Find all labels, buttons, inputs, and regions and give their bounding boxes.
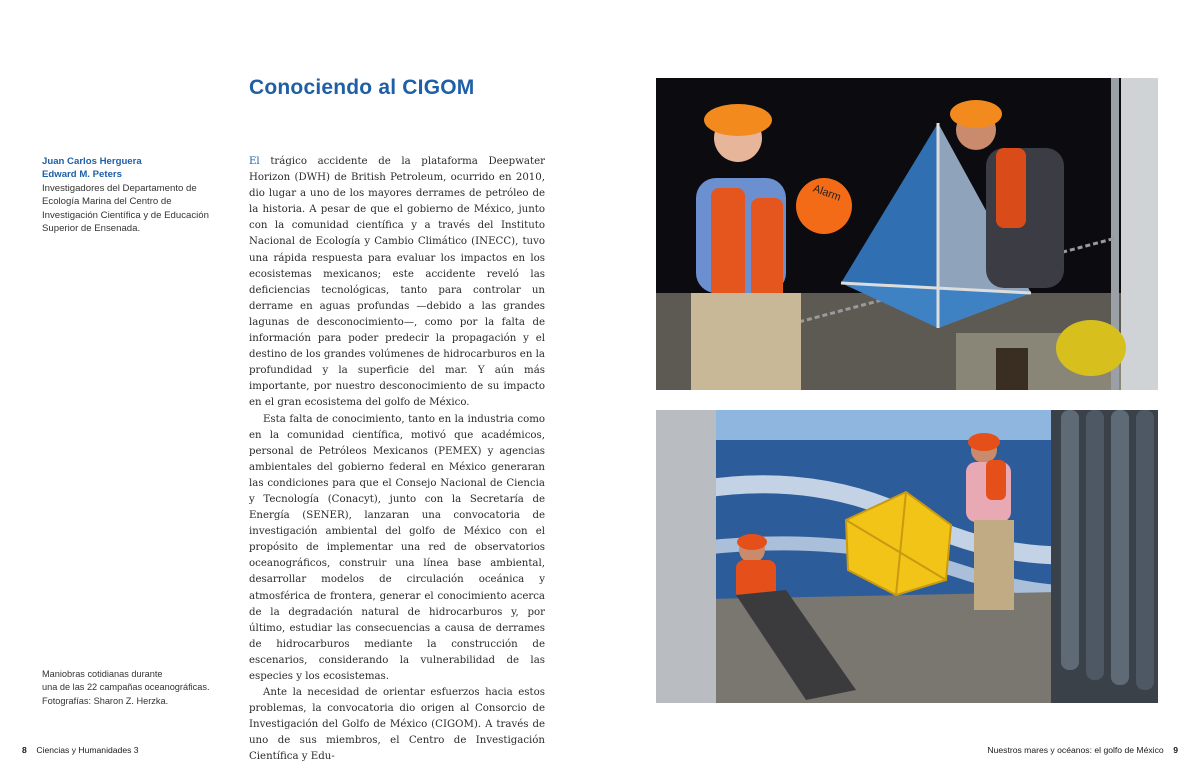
dropcap: El (249, 156, 260, 167)
article-title: Conociendo al CIGOM (249, 76, 475, 99)
author-block (42, 155, 212, 235)
buoy-text: Alarm (811, 182, 843, 204)
footer-left (22, 745, 139, 755)
paragraph: Ante la necesidad de orientar esfuerzos hacia estos problemas, la convocatoria dio origen al Consorcio de Investigación del Golfo de México (CIGOM). A través de uno de sus miembros, el Centro de Investigación Científica y Edu- (249, 687, 545, 763)
author-name: Edward M. Peters (42, 169, 122, 181)
page-number: 9 (1173, 745, 1178, 755)
paragraph: Esta falta de conocimiento, tanto en la industria como en la comunidad científica, motivó que académicos, personal de Petróleos Mexicanos (PEMEX) y agencias ambientales del gobierno federal en México generaran las condiciones para que el Consejo Nacional de Ciencia y Tecnología (Conacyt), junto con la Secretaría de Energía (SENER), lanzaran una convocatoria de investigación ambiental del golfo de México con el propósito de implementar una red de observatorios oceanográficos, construir una línea base ambiental, desarrollar modelos de circulación oceánica y atmosférica de frontera, generar el conocimiento acerca de la degradación natural de hidrocarburos y, por último, estudiar las consecuencias a causa de derrames de hidrocarburos mediante la construcción de escenarios, considerando la vulnerabilidad de las especies y los ecosistemas. (249, 413, 545, 682)
author-name: Juan Carlos Herguera (42, 156, 142, 167)
footer-right (987, 745, 1178, 755)
author-affiliation: Investigadores del Departamento de Ecología Marina del Centro de Investigación Científica y de Educación Superior de Ensenada. (42, 182, 209, 235)
photo-caption: Maniobras cotidianas durante una de las 22 campañas oceanográficas. Fotografías: Sharon Z. Herzka. (42, 669, 210, 706)
section-title: Nuestros mares y océanos: el golfo de México (987, 745, 1164, 755)
photo-deploying-drifter (656, 410, 1158, 703)
publication-title: Ciencias y Humanidades 3 (36, 745, 139, 755)
article-body (249, 154, 545, 766)
paragraph: El trágico accidente de la plataforma Deepwater Horizon (DWH) de British Petroleum, ocurrido en 2010, dio lugar a uno de los mayores derrames de petróleo de la historia. A pesar de que el gobierno de México, junto con la comunidad científica y a través del Instituto Nacional de Ecología y Cambio Climático (INECC), tuvo una rápida respuesta para evaluar los impactos en los ecosistemas mexicanos; este accidente reveló las deficiencias tecnológicas, tanto para controlar un derrame en aguas profundas —debido a las grandes lagunas de desconocimiento—, como por la falta de información para poder predecir la propagación y el destino de los grandes volúmenes de hidrocarburos en la profundidad y la superficie del mar. Y aún más importante, por nuestro desconocimiento de su impacto en el gran ecosistema del golfo de México. (249, 156, 545, 409)
photo-researchers-night (656, 78, 1158, 390)
page-number: 8 (22, 745, 27, 755)
